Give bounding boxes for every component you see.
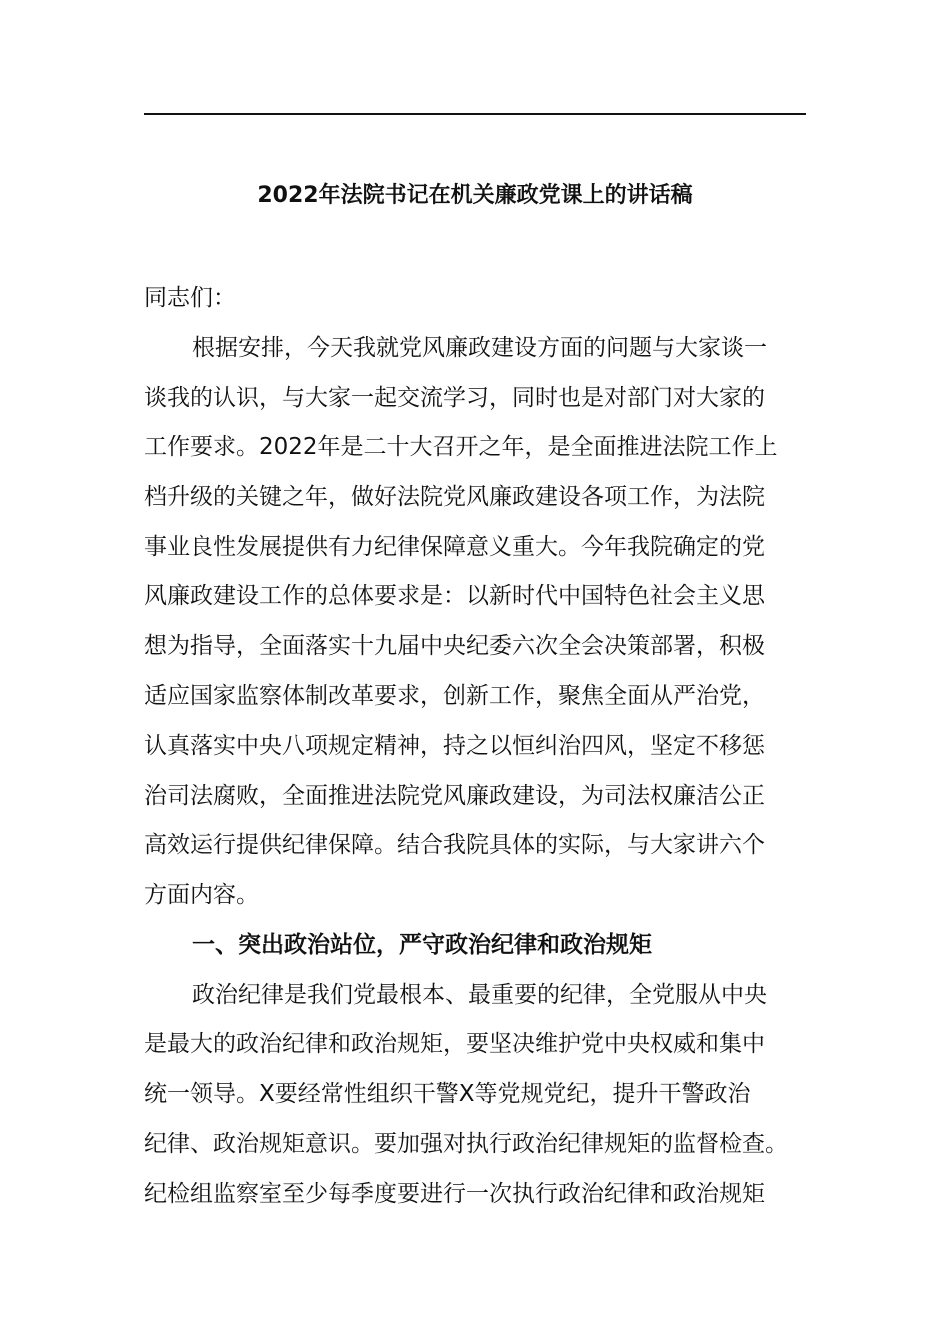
paragraph-line: 统一领导。X要经常性组织干警X等党规党纪，提升干警政治 bbox=[144, 1081, 751, 1107]
document-title: 2022年法院书记在机关廉政党课上的讲话稿 bbox=[257, 183, 693, 208]
paragraph-line: 风廉政建设工作的总体要求是：以新时代中国特色社会主义思 bbox=[144, 583, 765, 609]
section-heading: 一、突出政治站位，严守政治纪律和政治规矩 bbox=[192, 932, 652, 958]
paragraph-line: 档升级的关键之年，做好法院党风廉政建设各项工作，为法院 bbox=[144, 484, 765, 510]
paragraph-line: 事业良性发展提供有力纪律保障意义重大。今年我院确定的党 bbox=[144, 534, 765, 560]
salutation: 同志们： bbox=[144, 285, 236, 311]
paragraph-line: 根据安排，今天我就党风廉政建设方面的问题与大家谈一 bbox=[192, 335, 767, 361]
paragraph-line: 纪检组监察室至少每季度要进行一次执行政治纪律和政治规矩 bbox=[144, 1181, 765, 1207]
paragraph-line: 高效运行提供纪律保障。结合我院具体的实际，与大家讲六个 bbox=[144, 832, 765, 858]
paragraph-line: 纪律、政治规矩意识。要加强对执行政治纪律规矩的监督检查。 bbox=[144, 1131, 788, 1157]
paragraph-line: 是最大的政治纪律和政治规矩，要坚决维护党中央权威和集中 bbox=[144, 1031, 765, 1057]
paragraph-line: 工作要求。2022年是二十大召开之年，是全面推进法院工作上 bbox=[144, 434, 778, 460]
paragraph-line: 认真落实中央八项规定精神，持之以恒纠治四风，坚定不移惩 bbox=[144, 733, 765, 759]
paragraph-line: 方面内容。 bbox=[144, 882, 259, 908]
paragraph-line: 想为指导，全面落实十九届中央纪委六次全会决策部署，积极 bbox=[144, 633, 765, 659]
header-rule bbox=[144, 113, 806, 115]
paragraph-line: 适应国家监察体制改革要求，创新工作，聚焦全面从严治党， bbox=[144, 683, 765, 709]
paragraph-line: 谈我的认识，与大家一起交流学习，同时也是对部门对大家的 bbox=[144, 385, 765, 411]
paragraph-line: 治司法腐败，全面推进法院党风廉政建设，为司法权廉洁公正 bbox=[144, 783, 765, 809]
paragraph-line: 政治纪律是我们党最根本、最重要的纪律，全党服从中央 bbox=[192, 982, 767, 1008]
